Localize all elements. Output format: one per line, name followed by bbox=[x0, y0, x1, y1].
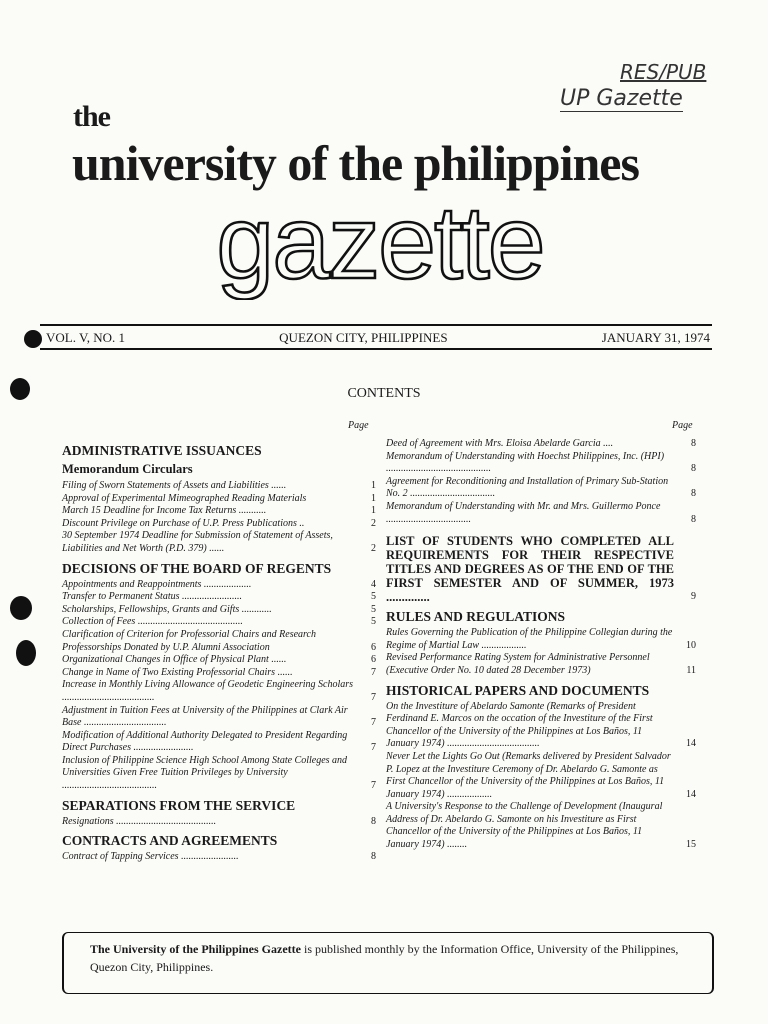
entry-page: 2 bbox=[371, 517, 376, 529]
entry-title: 30 September 1974 Deadline for Submission of Statement of Assets, Liabilities and Net Worth (P.D. 379) ...... bbox=[62, 530, 333, 554]
entry-page: 2 bbox=[371, 542, 376, 554]
entry-title: Memorandum of Understanding with Mr. and Mrs. Guillermo Ponce .................................. bbox=[386, 500, 661, 525]
entry-title: Resignations ........................................ bbox=[62, 815, 217, 827]
entry-page: 7 bbox=[371, 717, 376, 729]
entry-title: Adjustment in Tuition Fees at University of the Philippines at Clark Air Base ................................. bbox=[62, 704, 348, 729]
contents-entry bbox=[62, 629, 376, 654]
contracts-list bbox=[62, 851, 376, 864]
entry-title: Agreement for Reconditioning and Installation of Primary Sub-Station No. 2 .................................. bbox=[386, 475, 669, 500]
entry-title: Increase in Monthly Living Allowance of Geodetic Engineering Scholars ..................................... bbox=[62, 679, 354, 703]
entry-title: Change in Name of Two Existing Professorial Chairs ...... bbox=[62, 666, 293, 678]
volume: VOL. V, NO. 1 bbox=[46, 330, 125, 345]
place: QUEZON CITY, PHILIPPINES bbox=[279, 330, 448, 345]
contents-entry bbox=[62, 667, 376, 680]
section-heading: DECISIONS OF THE BOARD OF REGENTS bbox=[62, 560, 332, 576]
entry-title: Modification of Additional Authority Delegated to President Regarding Direct Purchases ........................ bbox=[62, 729, 348, 754]
contents-entry bbox=[62, 493, 376, 506]
entry-page: 14 bbox=[686, 788, 696, 800]
footer-publication-name: The University of the Philippines Gazette bbox=[90, 942, 301, 956]
entry-page: 8 bbox=[691, 488, 696, 500]
contents-entry bbox=[62, 530, 376, 555]
agreements-list bbox=[386, 438, 696, 526]
contents-entry bbox=[386, 451, 696, 476]
gazette-text: gazette bbox=[216, 200, 544, 300]
contents-entry bbox=[62, 579, 376, 592]
contents-entry bbox=[62, 851, 376, 864]
contents-entry bbox=[62, 679, 376, 704]
issue-line bbox=[42, 330, 710, 346]
entry-title: Clarification of Criterion for Professorial Chairs and Research Professorships Donated by U.P. Alumni Association bbox=[62, 628, 316, 653]
subsection-heading: Memorandum Circulars bbox=[62, 462, 193, 476]
contents-entry bbox=[386, 501, 696, 526]
entry-page: 1 bbox=[371, 492, 376, 504]
masthead-the: the bbox=[73, 100, 110, 133]
contents-entry bbox=[386, 476, 696, 501]
contents-entry bbox=[62, 505, 376, 518]
memo-list bbox=[62, 480, 376, 556]
contents-entry bbox=[386, 801, 696, 851]
historical-list bbox=[386, 701, 696, 852]
entry-page: 1 bbox=[371, 505, 376, 517]
entry-title: Revised Performance Rating System for Administrative Personnel (Executive Order No. 10 dated 28 December 1973) bbox=[386, 652, 650, 676]
entry-page: 10 bbox=[686, 639, 696, 651]
page-column-label: Page bbox=[348, 420, 369, 431]
entry-page: 8 bbox=[691, 438, 696, 449]
contents-entry bbox=[62, 755, 376, 793]
contents-entry bbox=[62, 616, 376, 629]
entry-page: 8 bbox=[691, 463, 696, 475]
top-rule bbox=[40, 324, 712, 326]
punch-hole bbox=[10, 596, 32, 620]
contents-entry bbox=[386, 627, 696, 652]
list-of-students-entry bbox=[386, 534, 696, 604]
section-heading: CONTRACTS AND AGREEMENTS bbox=[62, 833, 278, 849]
section-heading: SEPARATIONS FROM THE SERVICE bbox=[62, 797, 296, 813]
entry-title: Contract of Tapping Services ....................... bbox=[62, 851, 239, 863]
entry-page: 8 bbox=[371, 815, 376, 827]
entry-title: Transfer to Permanent Status ........................ bbox=[62, 591, 243, 603]
contents-entry bbox=[62, 591, 376, 604]
entry-title: Scholarships, Fellowships, Grants and Gifts ............ bbox=[62, 603, 272, 615]
entry-page: 8 bbox=[371, 851, 376, 863]
date: JANUARY 31, 1974 bbox=[601, 330, 710, 345]
entry-title: Deed of Agreement with Mrs. Eloisa Abelarde Garcia .... bbox=[386, 438, 614, 449]
section-heading: RULES AND REGULATIONS bbox=[386, 609, 566, 625]
entry-page: 11 bbox=[686, 664, 696, 676]
entry-title: Collection of Fees .......................................... bbox=[62, 616, 243, 628]
entry-title: Approval of Experimental Mimeographed Reading Materials bbox=[62, 492, 307, 504]
entry-title: Discount Privilege on Purchase of U.P. Press Publications .. bbox=[62, 517, 305, 529]
entry-title: LIST OF STUDENTS WHO COMPLETED ALL REQUIREMENTS FOR THEIR RESPECTIVE TITLES AND DEGREES AS OF THE END OF THE FIRST SEMESTER AND OF SUMMER, 1973 .............. bbox=[386, 534, 674, 605]
entry-page: 7 bbox=[371, 742, 376, 754]
handwritten-stamp: RES/PUB bbox=[620, 60, 707, 84]
entry-page: 6 bbox=[371, 654, 376, 666]
separations-list bbox=[62, 816, 376, 829]
punch-hole bbox=[16, 640, 36, 666]
contents-entry bbox=[62, 604, 376, 617]
contents-entry bbox=[62, 518, 376, 531]
bottom-rule bbox=[40, 348, 712, 350]
regents-list bbox=[62, 579, 376, 793]
contents-entry bbox=[62, 730, 376, 755]
entry-title: Rules Governing the Publication of the Philippine Collegian during the Regime of Martial Law .................. bbox=[386, 627, 673, 651]
masthead-gazette-logo bbox=[140, 200, 620, 300]
entry-page: 6 bbox=[371, 641, 376, 653]
contents-entry bbox=[62, 480, 376, 493]
entry-page: 14 bbox=[686, 738, 696, 750]
contents-left-column bbox=[62, 438, 376, 864]
entry-title: Memorandum of Understanding with Hoechst Philippines, Inc. (HPI) .......................................... bbox=[386, 450, 665, 475]
entry-title: Organizational Changes in Office of Physical Plant ...... bbox=[62, 654, 287, 666]
entry-page: 7 bbox=[371, 666, 376, 678]
entry-page: 9 bbox=[691, 591, 696, 603]
contents-entry bbox=[386, 751, 696, 801]
punch-hole bbox=[24, 330, 42, 348]
entry-page: 5 bbox=[371, 616, 376, 628]
entry-page: 5 bbox=[371, 603, 376, 615]
contents-entry bbox=[386, 438, 696, 451]
entry-title: On the Investiture of Abelardo Samonte (Remarks of President Ferdinand E. Marcos on the occation of the Investiture of the First Chancellor of the University of the Philippines at Los Baños, 11 January 1974) ..................................... bbox=[386, 700, 653, 750]
entry-title: Inclusion of Philippine Science High School Among State Colleges and Universities Given Free Tuition Privileges by University ...................................... bbox=[62, 754, 348, 792]
masthead-university: university of the philippines bbox=[72, 135, 639, 191]
footer-description: is published monthly by the Information Office, University of the Philippines, Quezon City, Philippines. bbox=[90, 942, 679, 974]
entry-title: Appointments and Reappointments ................... bbox=[62, 578, 252, 590]
rules-list bbox=[386, 627, 696, 677]
entry-page: 7 bbox=[371, 780, 376, 792]
entry-page: 1 bbox=[371, 480, 376, 491]
contents-entry bbox=[62, 816, 376, 829]
handwritten-title: UP Gazette bbox=[560, 86, 683, 111]
section-heading: ADMINISTRATIVE ISSUANCES bbox=[62, 443, 262, 458]
page-column-label: Page bbox=[672, 420, 693, 431]
contents-entry bbox=[386, 701, 696, 751]
entry-page: 7 bbox=[371, 691, 376, 703]
contents-heading: CONTENTS bbox=[347, 386, 421, 401]
entry-page: 5 bbox=[371, 591, 376, 603]
contents-right-column bbox=[386, 438, 696, 852]
contents-entry bbox=[62, 654, 376, 667]
entry-title: March 15 Deadline for Income Tax Returns ........... bbox=[62, 505, 267, 517]
entry-title: Filing of Sworn Statements of Assets and Liabilities ...... bbox=[62, 480, 287, 491]
entry-title: A University's Response to the Challenge of Development (Inaugural Address of Dr. Abelardo G. Samonte on his Investiture as First Chancellor of the University of the Philippines at Los Baños, 11 January 1974) ........ bbox=[386, 801, 663, 851]
section-heading: HISTORICAL PAPERS AND DOCUMENTS bbox=[386, 682, 650, 698]
entry-page: 4 bbox=[371, 578, 376, 590]
footer-note bbox=[90, 940, 690, 976]
entry-page: 8 bbox=[691, 513, 696, 525]
contents-entry bbox=[62, 705, 376, 730]
entry-page: 15 bbox=[686, 839, 696, 851]
entry-title: Never Let the Lights Go Out (Remarks delivered by President Salvador P. Lopez at the Investiture Ceremony of Dr. Abelardo G. Samonte as First Chancellor of the University of the Philippines at Los Baños, 11 January 1974) .................. bbox=[386, 750, 671, 800]
contents-entry bbox=[386, 652, 696, 677]
